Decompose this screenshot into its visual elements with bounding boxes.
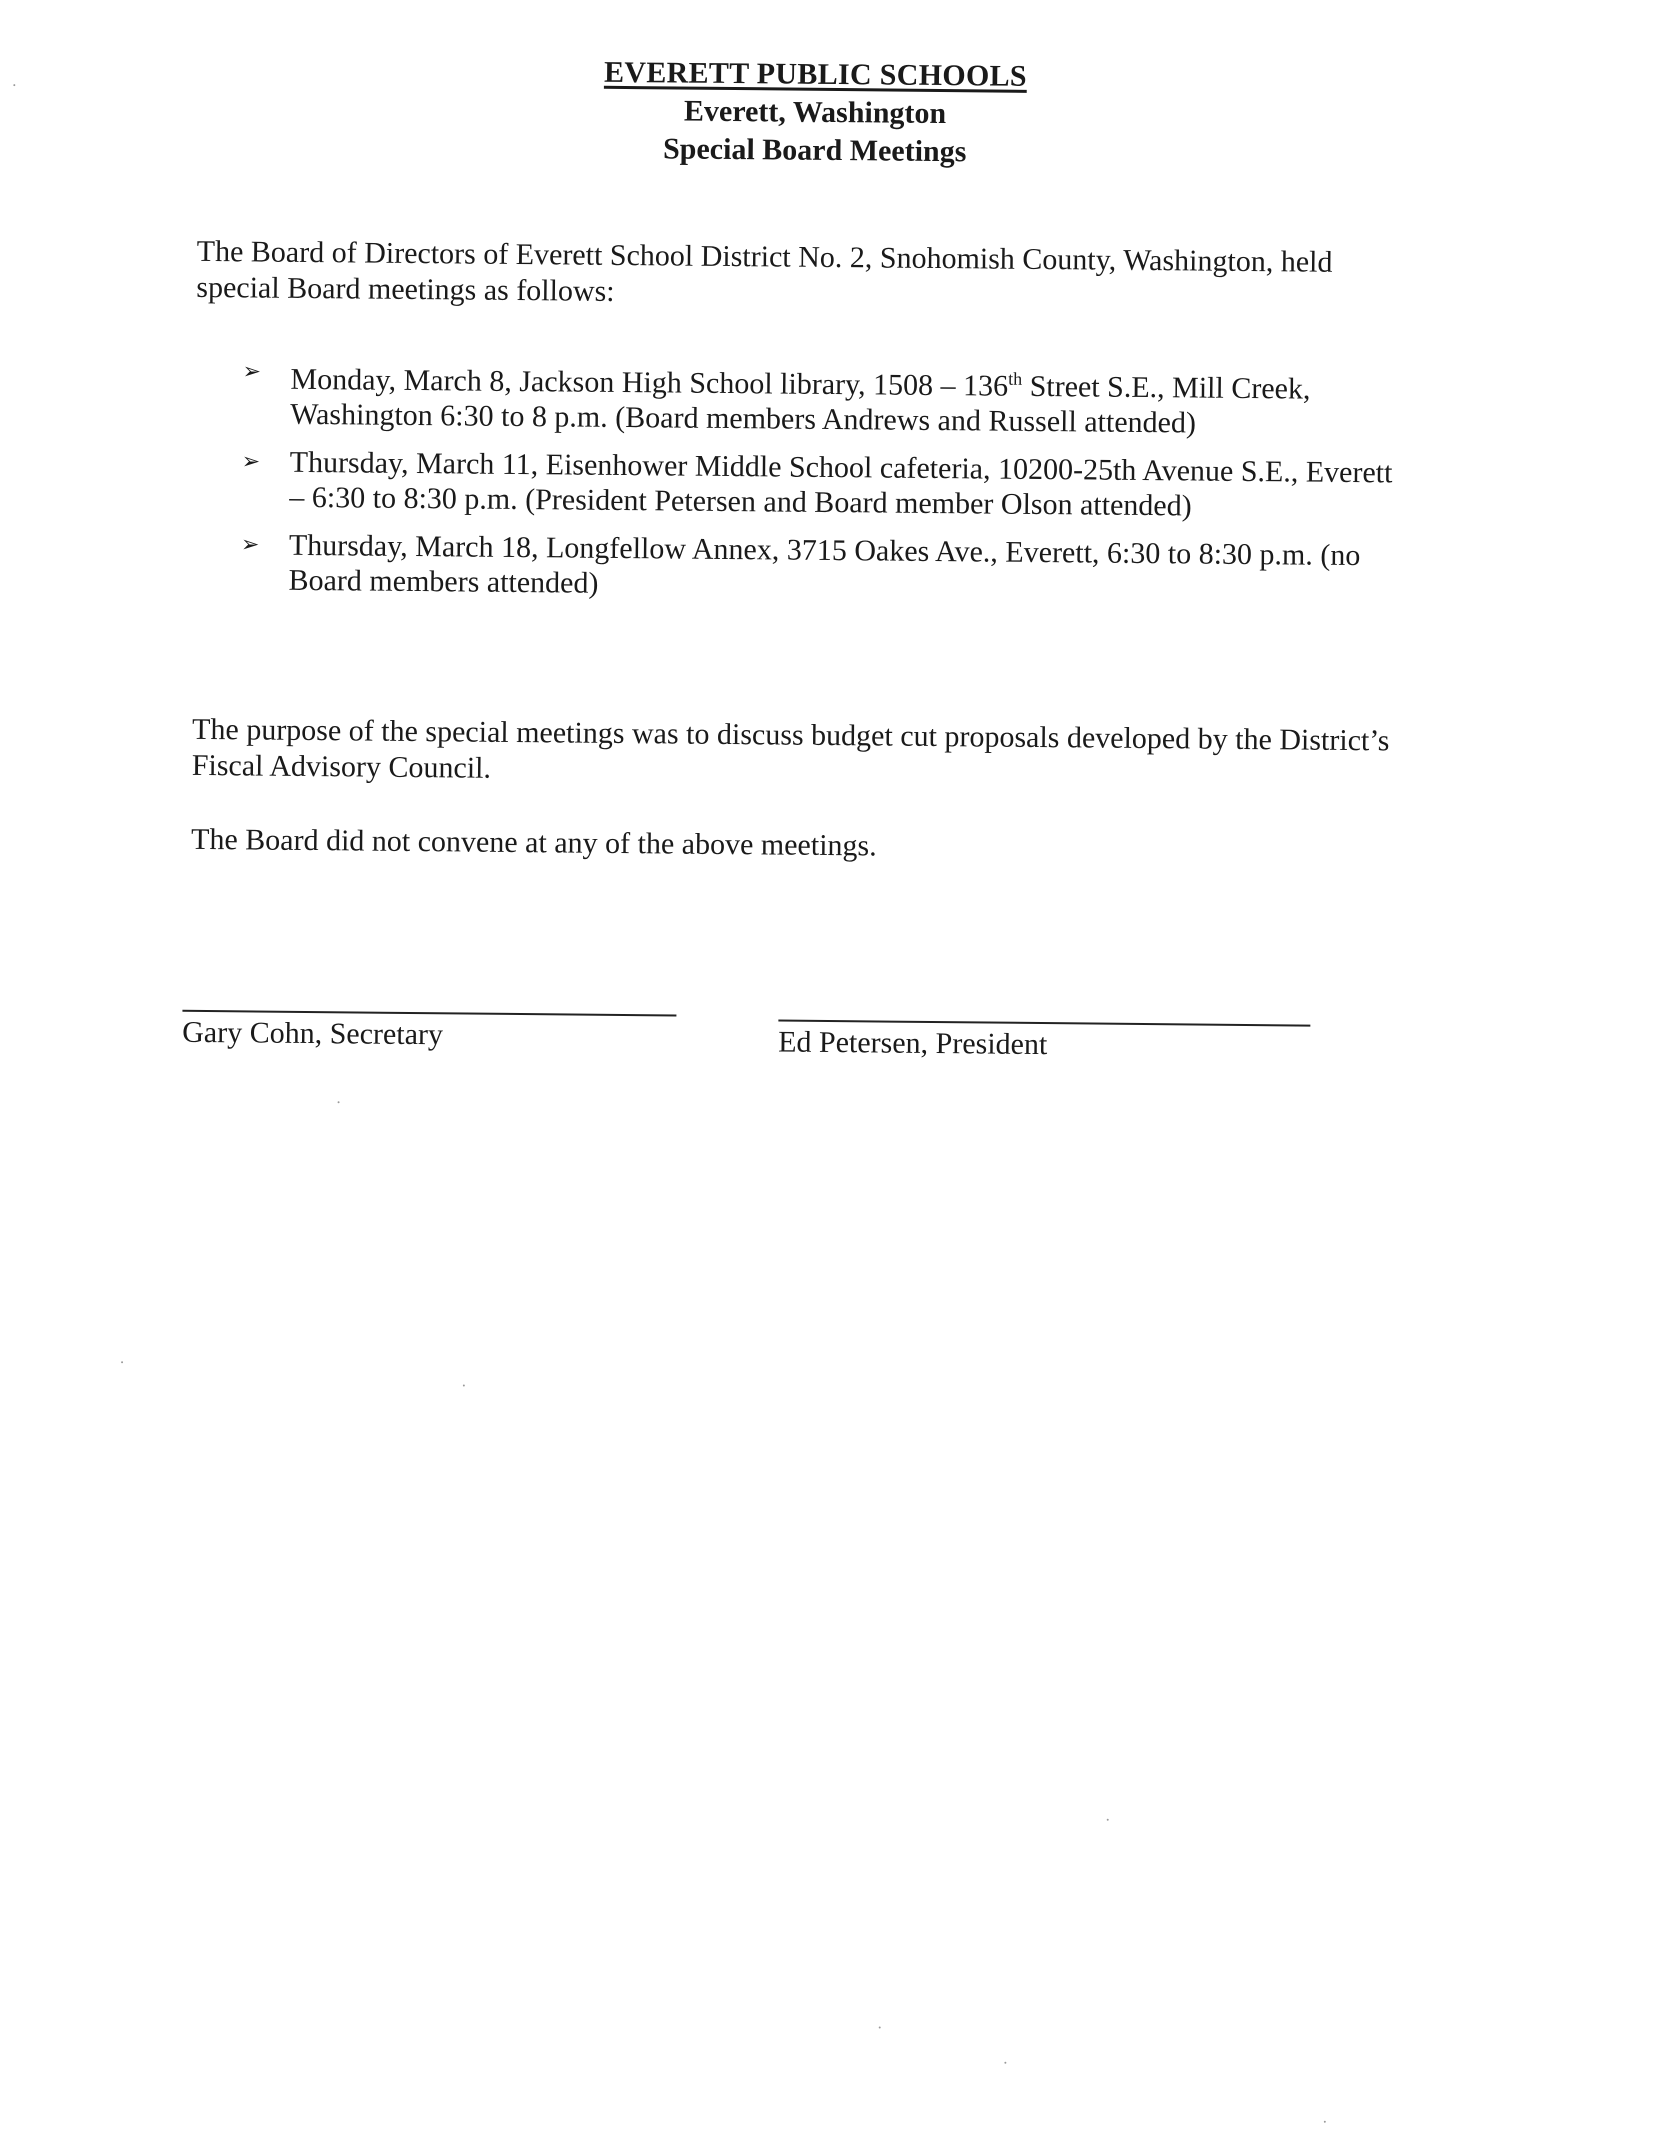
arrow-bullet-icon: ➢ [241, 449, 261, 475]
scan-speck [338, 1101, 340, 1103]
district-location: Everett, Washington [683, 94, 947, 131]
ordinal-suffix: th [1008, 368, 1023, 389]
scan-speck [879, 2027, 881, 2029]
scan-speck [463, 1384, 465, 1386]
arrow-bullet-icon: ➢ [240, 532, 260, 558]
arrow-bullet-icon: ➢ [242, 359, 262, 385]
meeting-item [241, 445, 1410, 526]
president-signature-block [778, 1020, 1310, 1065]
district-name: EVERETT PUBLIC SCHOOLS [603, 55, 1028, 93]
meeting-text-part: Monday, March 8, Jackson High School library, 1508 – 136 [290, 362, 1009, 403]
secretary-signature-block [182, 1010, 676, 1055]
purpose-paragraph: The purpose of the special meetings was to discuss budget cut proposals developed by the District’s Fiscal Advisory Council. [191, 712, 1390, 785]
president-name: Ed Petersen, President [778, 1025, 1048, 1062]
secretary-name: Gary Cohn, Secretary [182, 1015, 444, 1052]
scan-speck [1107, 1819, 1109, 1821]
scan-speck [13, 84, 15, 86]
meeting-item [240, 528, 1409, 609]
meeting-text: Thursday, March 18, Longfellow Annex, 3715 Oakes Ave., Everett, 6:30 to 8:30 p.m. (no Board members attended) [288, 528, 1361, 600]
scan-speck [121, 1361, 123, 1363]
scan-speck [1324, 2121, 1326, 2123]
document-header [5, 48, 1626, 178]
intro-paragraph: The Board of Directors of Everett School District No. 2, Snohomish County, Washington, held special Board meetings as follows: [196, 234, 1333, 308]
convene-paragraph: The Board did not convene at any of the above meetings. [190, 822, 877, 863]
meeting-text-part: Street S.E., Mill Creek, Washington 6:30 to 8 p.m. (Board members Andrews and Russell attended) [290, 369, 1311, 440]
document-title: Special Board Meetings [662, 132, 967, 169]
meeting-text: Thursday, March 11, Eisenhower Middle School cafeteria, 10200-25th Avenue S.E., Everett – 6:30 to 8:30 p.m. (President Petersen and Board member Olson attended) [289, 445, 1393, 523]
meetings-list [240, 355, 1410, 622]
scan-speck [1004, 2062, 1006, 2064]
meeting-item [242, 355, 1411, 443]
